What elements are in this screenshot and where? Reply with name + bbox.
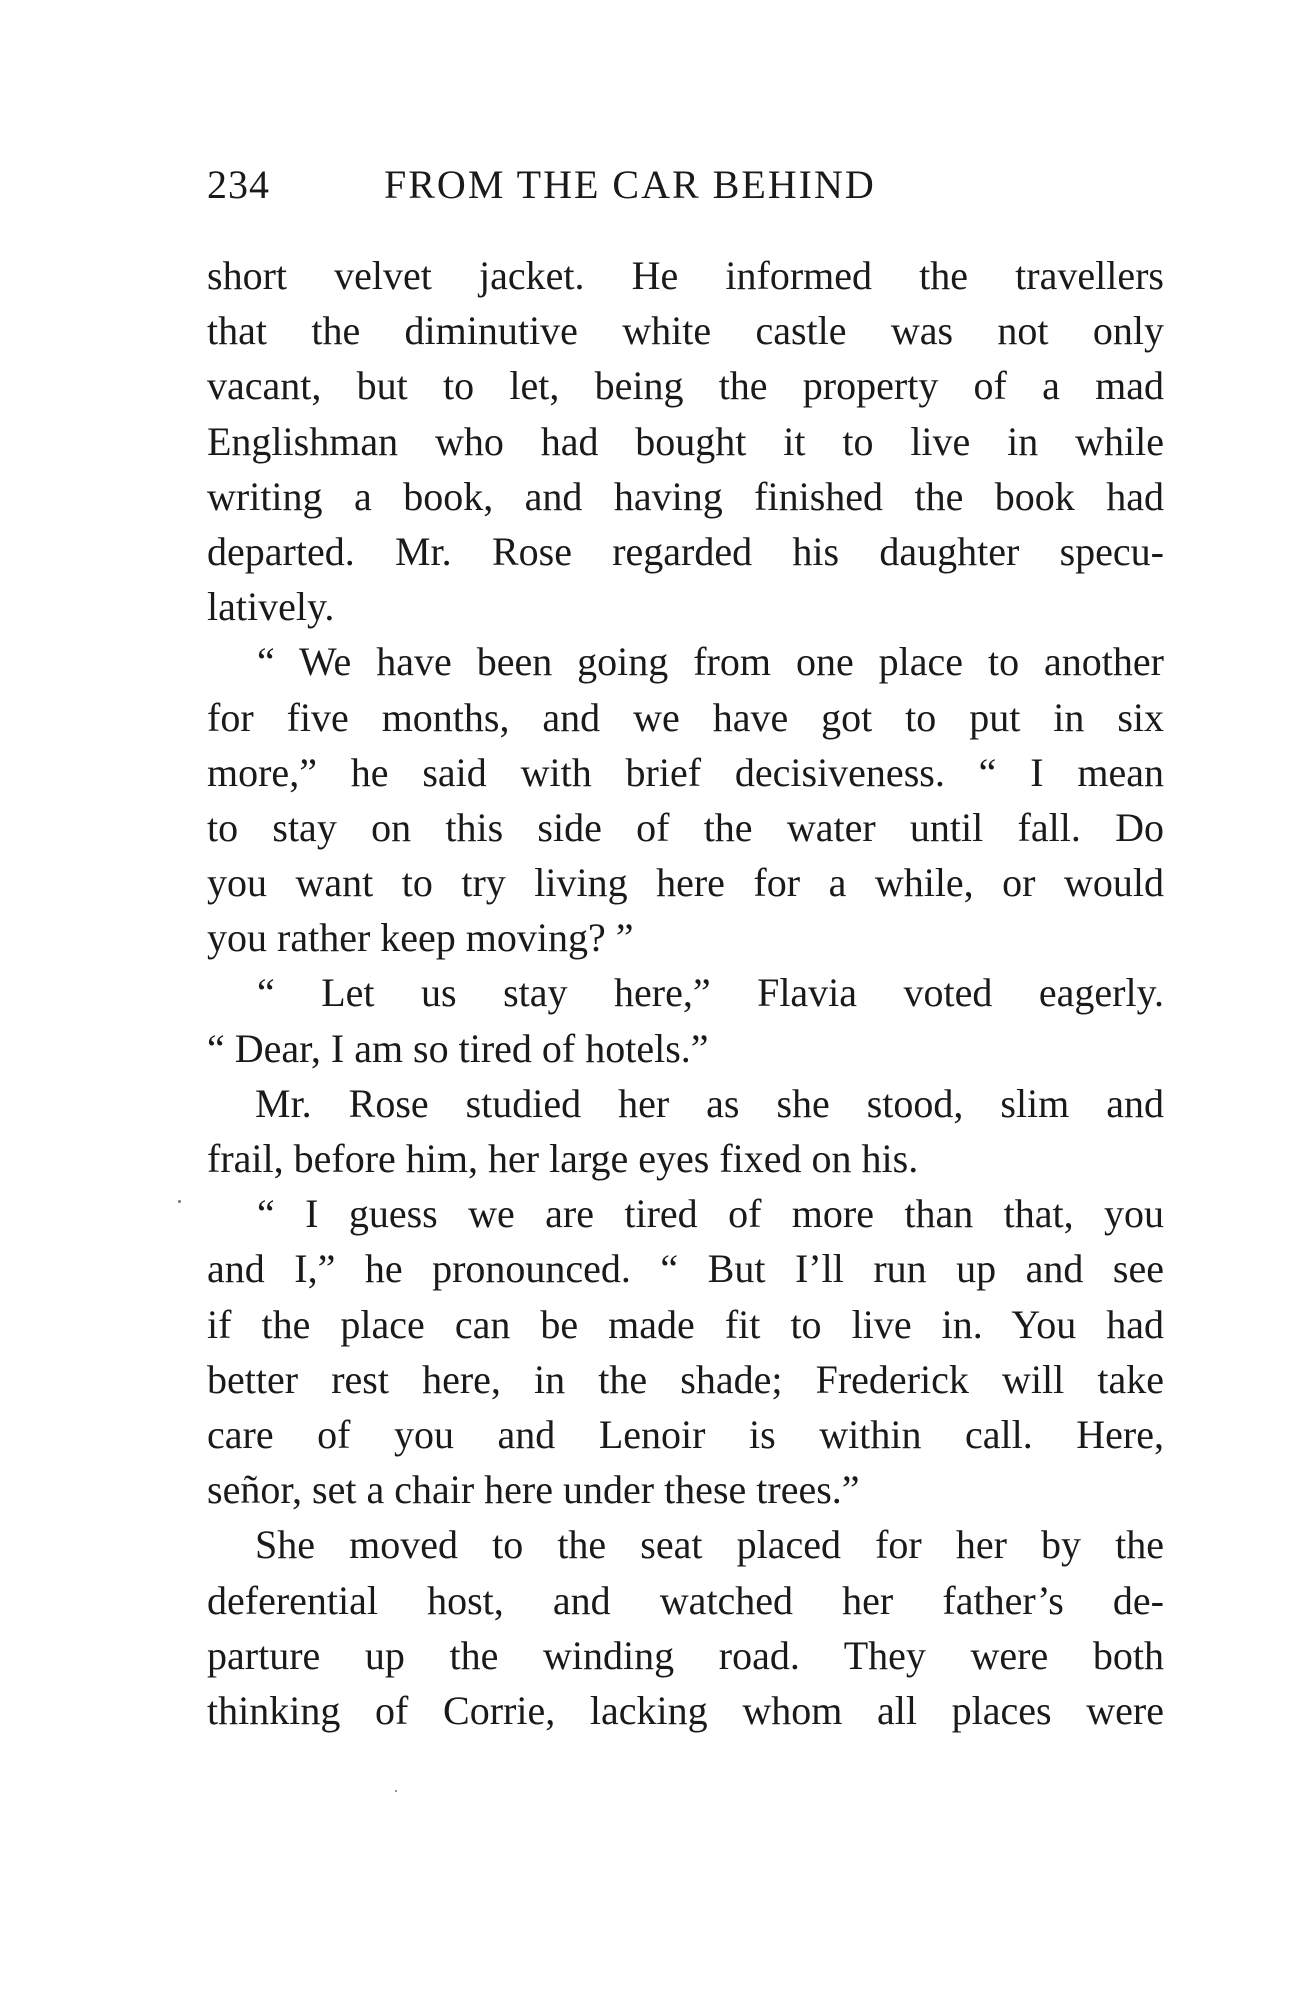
text-line: She moved to the seat placed for her by the <box>255 1522 1164 1568</box>
text-line: Englishman who had bought it to live in while <box>207 418 1164 464</box>
text-line: you rather keep moving? ” <box>207 915 634 961</box>
page-header <box>207 155 1167 215</box>
text-line: parture up the winding road. They were both <box>207 1632 1164 1678</box>
text-line: for five months, and we have got to put in six <box>207 694 1164 740</box>
text-line: departed. Mr. Rose regarded his daughter specu- <box>207 528 1164 574</box>
text-line: thinking of Corrie, lacking whom all places were <box>207 1687 1164 1733</box>
text-line: care of you and Lenoir is within call. Here, <box>207 1411 1164 1457</box>
print-speck <box>178 1200 181 1203</box>
text-line: latively. <box>207 584 335 630</box>
text-line: more,” he said with brief decisiveness. “ I mean <box>207 749 1164 795</box>
text-line: “ Dear, I am so tired of hotels.” <box>207 1025 709 1071</box>
text-line: deferential host, and watched her father’s de- <box>207 1577 1164 1623</box>
page-number: 234 <box>207 162 270 207</box>
text-line: “ I guess we are tired of more than that, you <box>257 1191 1164 1237</box>
text-line: you want to try living here for a while, or would <box>207 860 1164 906</box>
text-line: writing a book, and having finished the book had <box>207 473 1164 519</box>
text-line: “ We have been going from one place to another <box>257 639 1164 685</box>
text-line: señor, set a chair here under these trees.” <box>207 1467 860 1513</box>
text-line: short velvet jacket. He informed the travellers <box>207 253 1164 298</box>
text-line: if the place can be made fit to live in. You had <box>207 1301 1164 1347</box>
print-speck <box>395 1790 397 1792</box>
running-title: FROM THE CAR BEHIND <box>384 162 876 207</box>
text-line: Mr. Rose studied her as she stood, slim and <box>255 1080 1164 1126</box>
text-line: “ Let us stay here,” Flavia voted eagerly. <box>257 970 1164 1016</box>
text-line: vacant, but to let, being the property of a mad <box>207 363 1164 409</box>
body-text <box>207 248 1164 1738</box>
text-line: frail, before him, her large eyes fixed on his. <box>207 1136 919 1181</box>
text-line: and I,” he pronounced. “ But I’ll run up and see <box>207 1246 1164 1292</box>
text-line: that the diminutive white castle was not only <box>207 308 1164 354</box>
text-line: better rest here, in the shade; Frederick will take <box>207 1356 1164 1402</box>
text-line: to stay on this side of the water until fall. Do <box>207 804 1164 850</box>
